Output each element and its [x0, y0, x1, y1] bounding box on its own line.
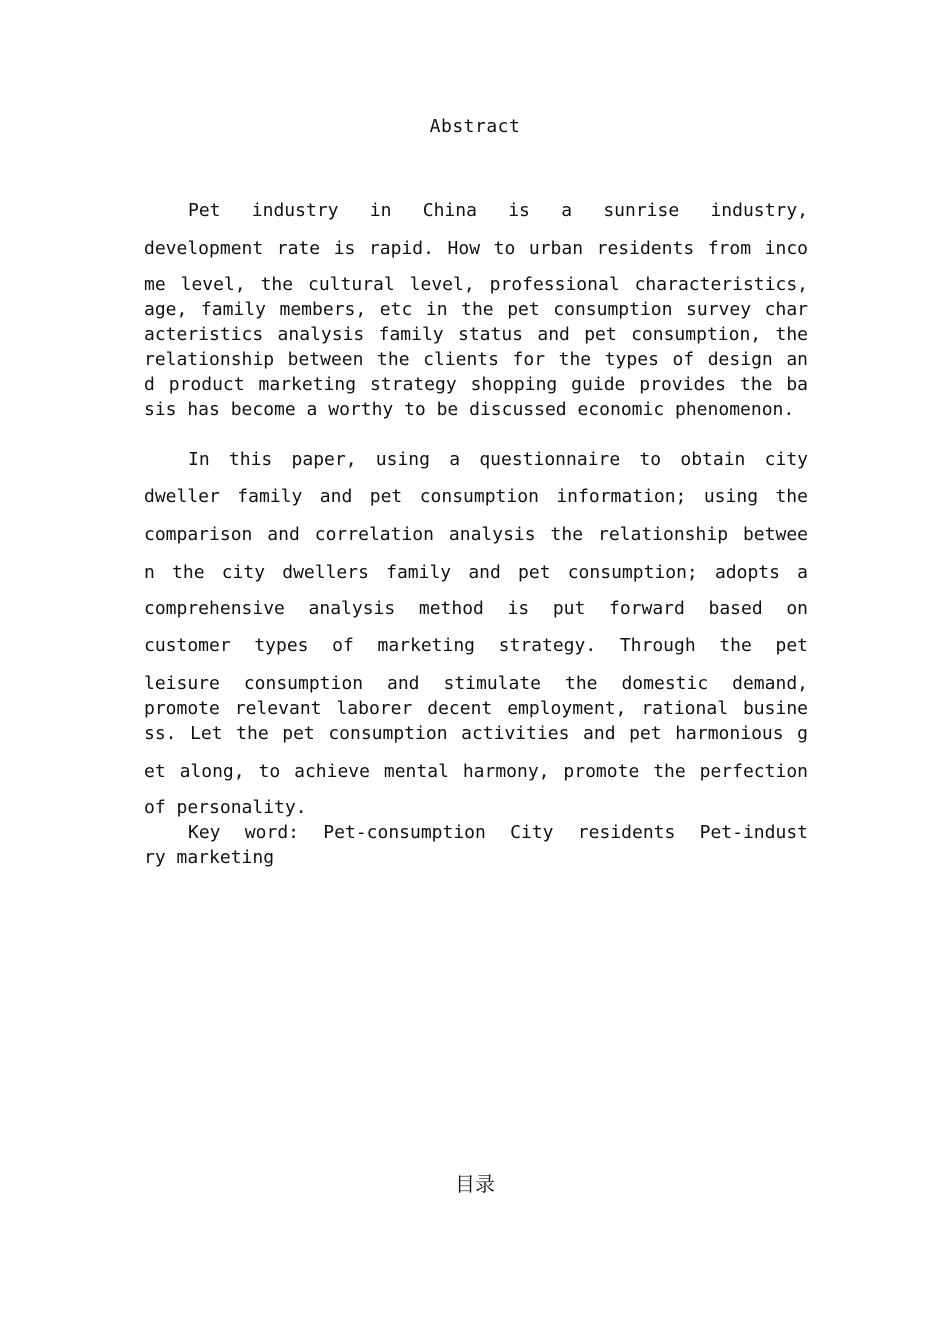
paragraph2-line: leisure consumption and stimulate the domestic demand, [144, 673, 808, 694]
paragraph2-line: promote relevant laborer decent employment, rational busine [144, 698, 808, 719]
paragraph2-line: et along, to achieve mental harmony, promote the perfection [144, 761, 808, 782]
paragraph2-line: comprehensive analysis method is put forward based on [144, 598, 808, 619]
paragraph1-line: sis has become a worthy to be discussed economic phenomenon. [144, 399, 795, 420]
keywords-line: Key word: Pet-consumption City residents Pet-indust [188, 822, 808, 843]
paragraph2-line: comparison and correlation analysis the relationship betwee [144, 524, 808, 545]
paragraph1-line: me level, the cultural level, professional characteristics, [144, 274, 808, 295]
paragraph1-line: d product marketing strategy shopping guide provides the ba [144, 374, 808, 395]
paragraph1-line: acteristics analysis family status and pet consumption, the [144, 324, 808, 345]
paragraph1-line: Pet industry in China is a sunrise industry, [188, 200, 808, 221]
toc-heading: 目录 [455, 1172, 495, 1196]
paragraph2-line: dweller family and pet consumption information; using the [144, 486, 808, 507]
keywords-line: ry marketing [144, 847, 275, 868]
paragraph1-line: development rate is rapid. How to urban residents from inco [144, 238, 808, 259]
abstract-heading: Abstract [429, 116, 521, 137]
paragraph2-line: of personality. [144, 797, 307, 818]
paragraph2-line: ss. Let the pet consumption activities and pet harmonious g [144, 723, 808, 744]
paragraph1-line: relationship between the clients for the types of design an [144, 349, 808, 370]
paragraph2-line: customer types of marketing strategy. Through the pet [144, 635, 808, 656]
paragraph1-line: age, family members, etc in the pet consumption survey char [144, 299, 808, 320]
paragraph2-line: In this paper, using a questionnaire to obtain city [188, 449, 808, 470]
paragraph2-line: n the city dwellers family and pet consumption; adopts a [144, 562, 808, 583]
